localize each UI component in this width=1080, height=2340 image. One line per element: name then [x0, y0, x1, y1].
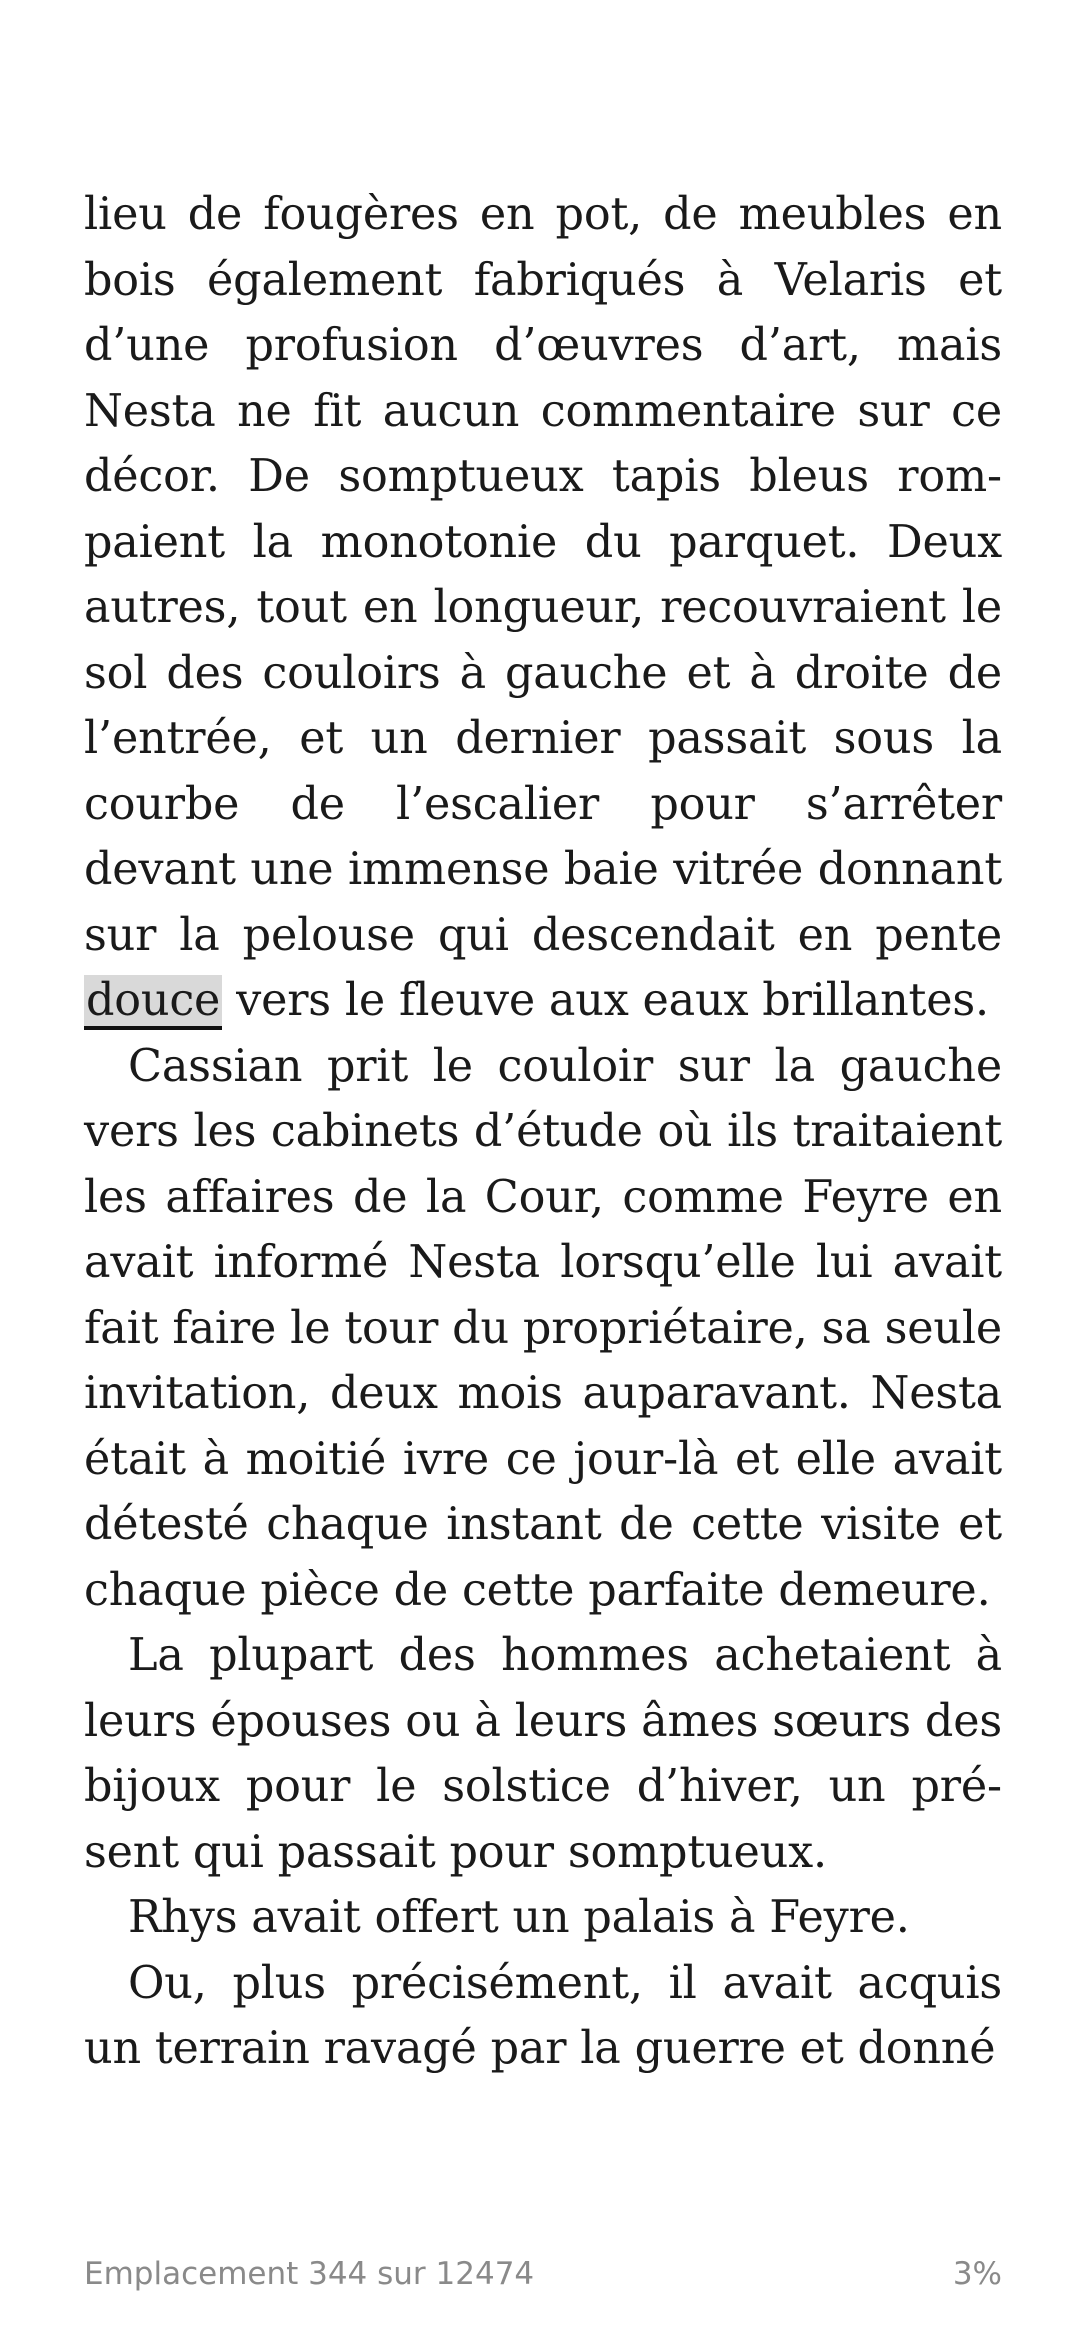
highlighted-word[interactable]: douce — [84, 975, 222, 1030]
book-text[interactable] — [84, 182, 1002, 2082]
reading-progress-footer[interactable] — [84, 2252, 1002, 2296]
paragraph-3: La plupart des hommes achetaient à leurs épouses ou à leurs âmes sœurs des bijoux pour le solstice d’hiver, un présent qui passait pour somptueux. — [84, 1630, 1002, 1878]
paragraph-4: Rhys avait offert un palais à Feyre. — [128, 1892, 910, 1943]
paragraph-1 — [84, 182, 1002, 1034]
paragraph-2: Cassian prit le couloir sur la gauche vers les cabinets d’étude où ils traitaient les affaires de la Cour, comme Feyre en avait informé Nesta lorsqu’elle lui avait fait faire le tour du propriétaire, sa seule invitation, deux mois auparavant. Nesta était à moitié ivre ce jour-là et elle avait détesté chaque instant de cette visite et chaque pièce de cette parfaite demeure. — [84, 1040, 1002, 1616]
paragraph-1-text-after: vers le fleuve aux eaux brillantes. — [222, 975, 989, 1026]
paragraph-5: Ou, plus précisément, il avait acquis un terrain ravagé par la guerre et donné — [84, 1957, 1002, 2074]
location-indicator[interactable]: Emplacement 344 sur 12474 — [84, 2256, 535, 2292]
paragraph-1-text-before: lieu de fougères en pot, de meubles en bois également fabriqués à Velaris et d’une profusion d’œuvres d’art, mais Nesta ne fit aucun commentaire sur ce décor. De somptueux tapis bleus rompaient la monotonie du parquet. Deux autres, tout en longueur, recouvraient le sol des couloirs à gauche et à droite de l’entrée, et un dernier passait sous la courbe de l’escalier pour s’arrêter devant une immense baie vitrée donnant sur la pelouse qui descendait en pente — [84, 189, 1002, 961]
percent-read: 3% — [952, 2256, 1002, 2292]
